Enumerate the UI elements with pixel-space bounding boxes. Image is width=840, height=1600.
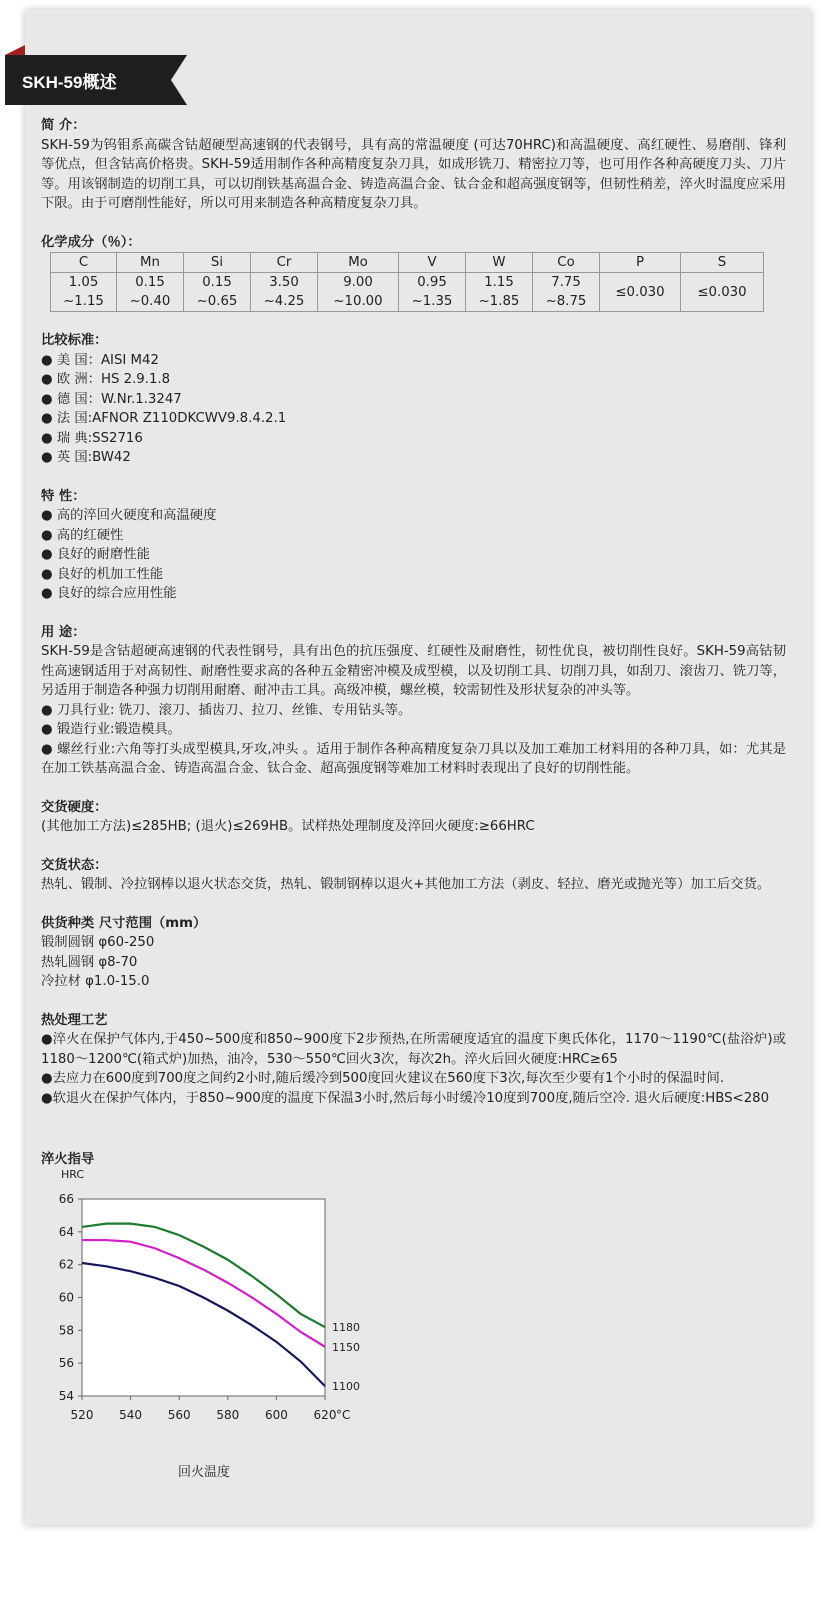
tempering-hardness-chart — [41, 1166, 401, 1486]
standard-item: ● 德 国：W.Nr.1.3247 — [41, 391, 182, 407]
uses-heading: 用 途： — [41, 624, 86, 640]
standard-item: ● 英 国:BW42 — [41, 450, 131, 465]
x-tick-label: 620 — [313, 1408, 337, 1422]
y-tick-label: 56 — [58, 1356, 74, 1371]
delivery-state-heading: 交货状态： — [41, 857, 108, 873]
uses-item: ● 刀具行业: 铣刀、滚刀、插齿刀、拉刀、丝锥、专用钻头等。 — [41, 702, 412, 718]
page-title: SKH-59概述 — [22, 73, 117, 92]
uses-text: SKH-59是含钴超硬高速钢的代表性钢号，具有出色的抗压强度、红硬性及耐磨性，韧性优良，被切削性良好。SKH-59高钴韧性高速钢适用于对高韧性、耐磨性要求高的各种五金精密冲模及成型模，以及切削工具、切削刀具，如刮刀、滚齿刀、铣刀等，另适用于制造各种强力切削用耐磨、耐冲击工具。高级冲模，螺丝模，较需韧性及形状复杂的冲头等。 — [41, 644, 786, 698]
delivery-hardness-text: (其他加工方法)≤285HB; (退火)≤269HB。试样热处理制度及淬回火硬度:≥66HRC — [41, 819, 535, 834]
comp-header-mn: Mn — [117, 253, 184, 273]
intro-heading: 简 介： — [41, 118, 86, 133]
series-label-1180: 1180 — [332, 1321, 360, 1335]
comp-value-cr: 3.50 ~4.25 — [251, 273, 318, 312]
comp-header-v: V — [399, 253, 466, 273]
chart-heading: 淬火指导 — [41, 1152, 95, 1167]
y-tick-label: 58 — [58, 1323, 74, 1338]
comp-header-s: S — [681, 253, 764, 273]
comp-value-co: 7.75 ~8.75 — [533, 273, 600, 312]
heat-treatment-item: ●去应力在600度到700度之间约2小时,随后缓冷到500度回火建议在560度下3次,每次至少要有1个小时的保温时间. — [41, 1071, 725, 1086]
supply-item: 热轧圆钢 φ8-70 — [41, 954, 138, 970]
composition-value-row — [51, 273, 764, 312]
supply-heading: 供货种类 尺寸范围（mm） — [41, 915, 207, 931]
comp-value-s: ≤0.030 — [681, 273, 764, 312]
x-tick-label: 600 — [264, 1408, 288, 1422]
standard-item: ● 欧 洲：HS 2.9.1.8 — [41, 372, 171, 387]
comp-header-co: Co — [533, 253, 600, 273]
y-tick-label: 54 — [58, 1389, 74, 1403]
feature-item: ● 良好的耐磨性能 — [41, 547, 150, 562]
supply-item: 冷拉材 φ1.0-15.0 — [41, 974, 150, 989]
y-tick-label: 64 — [58, 1224, 74, 1239]
x-axis-label: 回火温度 — [178, 1465, 231, 1480]
comp-header-mo: Mo — [318, 253, 399, 273]
feature-item: ● 良好的机加工性能 — [41, 566, 164, 582]
comp-value-v: 0.95 ~1.35 — [399, 273, 466, 312]
comp-header-w: W — [466, 253, 533, 273]
comp-header-c: C — [51, 253, 117, 273]
x-tick-label: 520 — [70, 1408, 94, 1422]
y-tick-label: 62 — [58, 1257, 74, 1272]
comp-value-w: 1.15 ~1.85 — [466, 273, 533, 312]
composition-heading: 化学成分（％）： — [41, 234, 141, 250]
heat-treatment-heading: 热处理工艺 — [41, 1012, 108, 1028]
heat-treatment-item: ●淬火在保护气体内,于450~500度和850~900度下2步预热,在所需硬度适宜的温度下奥氏体化，1170～1190℃(盐浴炉)或1180～1200℃(箱式炉)加热，油冷，530～550℃回火3次，每次2h。淬火后回火硬度:HRC≥65 — [41, 1032, 786, 1067]
series-label-1150: 1150 — [332, 1340, 360, 1354]
standard-item: ● 美 国：AISI M42 — [41, 352, 159, 368]
standard-item: ● 瑞 典:SS2716 — [41, 430, 143, 446]
x-tick-label: 540 — [119, 1408, 143, 1422]
comp-value-c: 1.05 ~1.15 — [51, 273, 117, 312]
delivery-hardness-heading: 交货硬度： — [41, 799, 108, 815]
comp-header-p: P — [600, 253, 681, 273]
standard-item: ● 法 国:AFNOR Z110DKCWV9.8.4.2.1 — [41, 411, 287, 426]
heat-treatment-item: ●软退火在保护气体内，于850~900度的温度下保温3小时,然后每小时缓冷10度到700度,随后空冷. 退火后硬度:HBS<280 — [41, 1090, 770, 1106]
article-body — [41, 116, 786, 1108]
feature-item: ● 高的红硬性 — [41, 527, 124, 543]
composition-header-row — [51, 253, 764, 273]
uses-item: ● 螺丝行业:六角等打头成型模具,牙攻,冲头 。适用于制作各种高精度复杂刀具以及加工难加工材料用的各种刀具，如：尤其是在加工铁基高温合金、铸造高温合金、钛合金、超高强度钢等难加工材料时表现出了良好的切削性能。 — [41, 741, 786, 776]
quench-chart-section — [41, 1148, 401, 1488]
composition-table — [50, 252, 764, 312]
supply-item: 锻制圆钢 φ60-250 — [41, 935, 155, 950]
series-label-1100: 1100 — [332, 1380, 360, 1394]
ribbon-tail — [5, 45, 25, 55]
delivery-state-text: 热轧、锻制、冷拉钢棒以退火状态交货，热轧、锻制钢棒以退火+其他加工方法（剥皮、轻拉、磨光或抛光等）加工后交货。 — [41, 877, 771, 892]
x-axis-unit: °C — [336, 1408, 351, 1422]
x-tick-label: 560 — [167, 1408, 191, 1422]
standards-heading: 比较标准： — [41, 333, 108, 348]
features-heading: 特 性： — [41, 488, 86, 504]
comp-value-mo: 9.00 ~10.00 — [318, 273, 399, 312]
comp-value-mn: 0.15 ~0.40 — [117, 273, 184, 312]
feature-item: ● 高的淬回火硬度和高温硬度 — [41, 508, 217, 523]
x-tick-label: 580 — [216, 1408, 240, 1422]
uses-item: ● 锻造行业:锻造模具。 — [41, 722, 181, 737]
y-tick-label: 66 — [58, 1192, 74, 1206]
comp-value-si: 0.15 ~0.65 — [184, 273, 251, 312]
feature-item: ● 良好的综合应用性能 — [41, 586, 177, 601]
intro-text: SKH-59为钨钼系高碳含钴超硬型高速钢的代表钢号，具有高的常温硬度 (可达70HRC)和高温硬度、高红硬性、易磨削、锋利等优点，但含钴高价格贵。SKH-59适用制作各种高精度复杂刀具，如成形铣刀、精密拉刀等，也可用作各种高硬度刀头、刀片等。用该钢制造的切削工具，可以切削铁基高温合金、铸造高温合金、钛合金和超高强度钢等，但韧性稍差，淬火时温度应采用下限。由于可磨削性能好，所以可用来制造各种高精度复杂刀具。 — [41, 137, 786, 211]
comp-header-cr: Cr — [251, 253, 318, 273]
y-tick-label: 60 — [58, 1290, 74, 1305]
comp-value-p: ≤0.030 — [600, 273, 681, 312]
y-axis-label: HRC — [61, 1168, 85, 1181]
comp-header-si: Si — [184, 253, 251, 273]
